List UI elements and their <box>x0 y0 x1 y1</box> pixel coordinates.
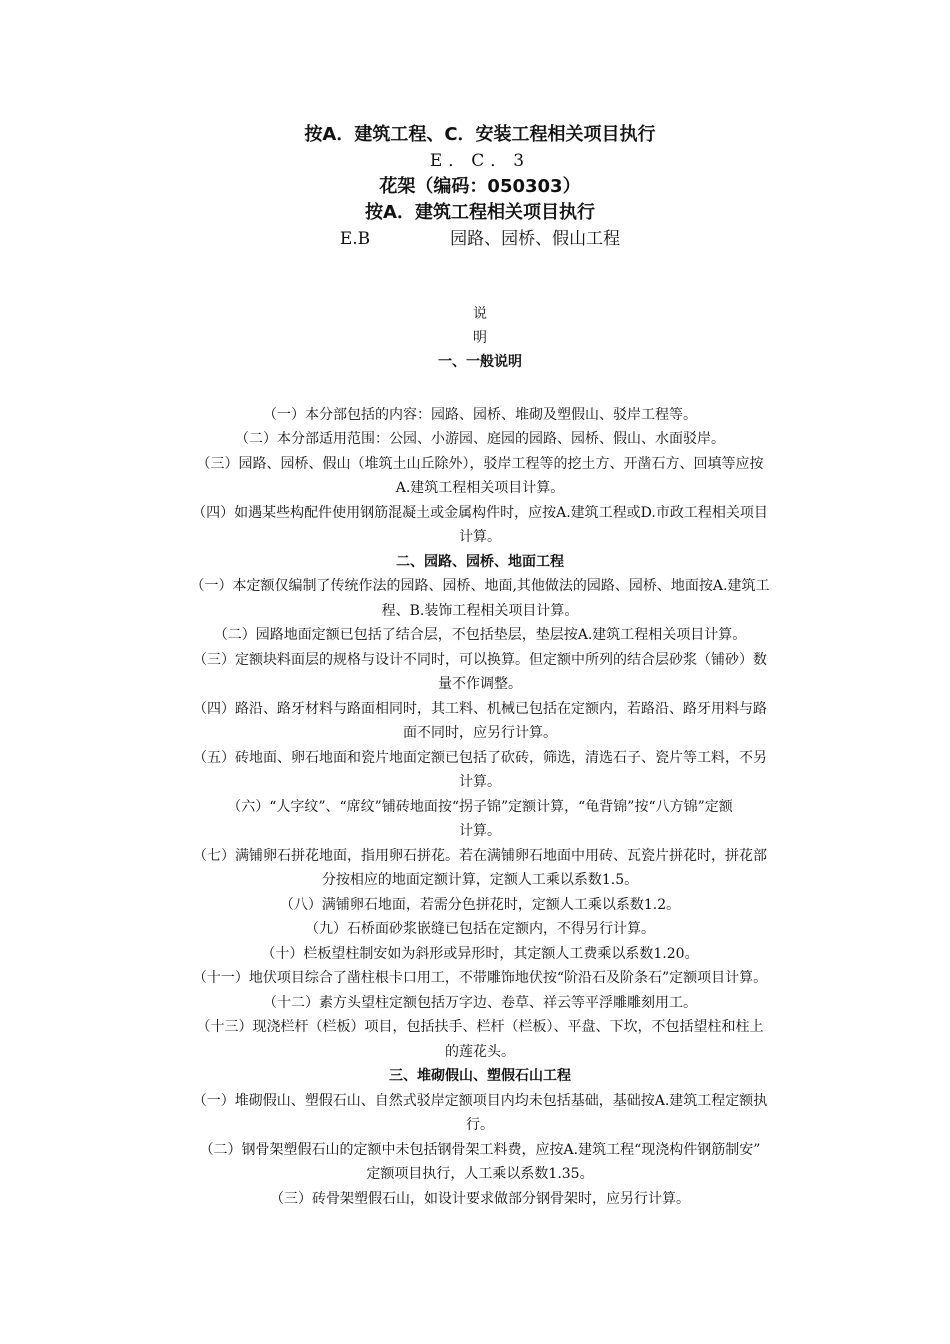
s2-paragraph-9: （九）石桥面砂浆嵌缝已包括在定额内，不得另行计算。 <box>305 921 655 937</box>
s2-paragraph-3-line-2: 量不作调整。 <box>438 676 522 692</box>
header-line-5 <box>150 226 810 252</box>
section-3-title: 三、堆砌假山、塑假石山工程 <box>389 1068 571 1084</box>
s2-paragraph-13-line-2: 的莲花头。 <box>445 1043 515 1060</box>
s3-paragraph-2-line-2: 定额项目执行，人工乘以系数1.35。 <box>366 1166 594 1182</box>
s2-paragraph-6-line-2: 计算。 <box>459 823 501 839</box>
section-code: E.B <box>339 229 371 249</box>
s3-paragraph-3: （三）砖骨架塑假石山，如设计要求做部分钢骨架时，应另行计算。 <box>270 1190 690 1207</box>
s2-paragraph-6-line-1: （六）“人字纹”、“席纹”铺砖地面按“拐子锦”定额计算，“龟背锦”按“八方锦”定额 <box>227 798 733 815</box>
s2-paragraph-11: （十一）地伏项目综合了凿柱根卡口用工，不带雕饰地伏按“阶沿石及阶条石”定额项目计算。 <box>192 970 768 986</box>
s2-paragraph-10: （十）栏板望柱制安如为斜形或异形时，其定额人工费乘以系数1.20。 <box>261 945 699 962</box>
header-line-1: 按A．建筑工程、C．安装工程相关项目执行 <box>304 124 656 145</box>
s2-paragraph-13-line-1: （十三）现浇栏杆（栏板）项目，包括扶手、栏杆（栏板）、平盘、下坎，不包括望柱和柱上 <box>196 1019 764 1035</box>
s1-paragraph-3-line-2: A.建筑工程相关项目计算。 <box>395 480 565 496</box>
s2-paragraph-4-line-2: 面不同时，应另行计算。 <box>403 725 557 741</box>
s2-paragraph-3-line-1: （三）定额块料面层的规格与设计不同时，可以换算。但定额中所列的结合层砂浆（铺砂）数 <box>193 651 767 668</box>
s2-paragraph-2: （二）园路地面定额已包括了结合层，不包括垫层，垫层按A.建筑工程相关项目计算。 <box>213 627 747 643</box>
s1-paragraph-1: （一）本分部包括的内容：园路、园桥、堆砌及塑假山、驳岸工程等。 <box>263 406 697 423</box>
s2-paragraph-5-line-2: 计算。 <box>459 774 501 790</box>
section-1-title: 一、一般说明 <box>438 354 522 370</box>
s2-paragraph-1-line-1: （一）本定额仅编制了传统作法的园路、园桥、地面,其他做法的园路、园桥、地面按A.建筑工 <box>190 578 770 594</box>
header-line-3: 花架（编码：050303） <box>379 176 581 197</box>
section-2-title: 二、园路、园桥、地面工程 <box>396 553 564 570</box>
s1-paragraph-3-line-1: （三）园路、园桥、假山（堆筑土山丘除外），驳岸工程等的挖土方、开凿石方、回填等应按 <box>196 455 764 472</box>
section-title: 园路、园桥、假山工程 <box>450 229 621 249</box>
s1-paragraph-4-line-2: 计算。 <box>459 529 501 545</box>
document-page <box>150 122 810 1211</box>
s2-paragraph-8: （八）满铺卵石地面，若需分色拼花时，定额人工乘以系数1.2。 <box>279 896 681 913</box>
explain-char-2: 明 <box>473 330 487 346</box>
s3-paragraph-1-line-2: 行。 <box>466 1117 494 1133</box>
spacer <box>150 252 810 302</box>
s2-paragraph-7-line-1: （七）满铺卵石拼花地面，指用卵石拼花。若在满铺卵石地面中用砖、瓦瓷片拼花时，拼花部 <box>193 847 767 864</box>
s2-paragraph-12: （十二）素方头望柱定额包括万字边、卷草、祥云等平浮雕雕刻用工。 <box>263 994 697 1011</box>
header-line-2: E．C．3 <box>429 151 531 171</box>
s3-paragraph-2-line-1: （二）钢骨架塑假石山的定额中未包括钢骨架工料费，应按A.建筑工程“现浇构件钢筋制安” <box>199 1141 761 1158</box>
s2-paragraph-7-line-2: 分按相应的地面定额计算，定额人工乘以系数1.5。 <box>321 872 639 888</box>
header-line-4: 按A．建筑工程相关项目执行 <box>365 202 595 223</box>
s2-paragraph-5-line-1: （五）砖地面、卵石地面和瓷片地面定额已包括了砍砖，筛选，清选石子、瓷片等工料，不另 <box>193 749 767 766</box>
spacer <box>150 375 810 403</box>
explain-char-1: 说 <box>473 306 487 322</box>
s1-paragraph-2: （二）本分部适用范围：公园、小游园、庭园的园路、园桥、假山、水面驳岸。 <box>235 431 725 447</box>
s1-paragraph-4-line-1: （四）如遇某些构配件使用钢筋混凝土或金属构件时，应按A.建筑工程或D.市政工程相关项目 <box>192 504 768 521</box>
s3-paragraph-1-line-1: （一）堆砌假山、塑假石山、自然式驳岸定额项目内均未包括基础，基础按A.建筑工程定额执 <box>192 1092 768 1109</box>
s2-paragraph-1-line-2: 程、B.装饰工程相关项目计算。 <box>381 602 579 619</box>
s2-paragraph-4-line-1: （四）路沿、路牙材料与路面相同时，其工料、机械已包括在定额内，若路沿、路牙用料与路 <box>193 700 767 717</box>
